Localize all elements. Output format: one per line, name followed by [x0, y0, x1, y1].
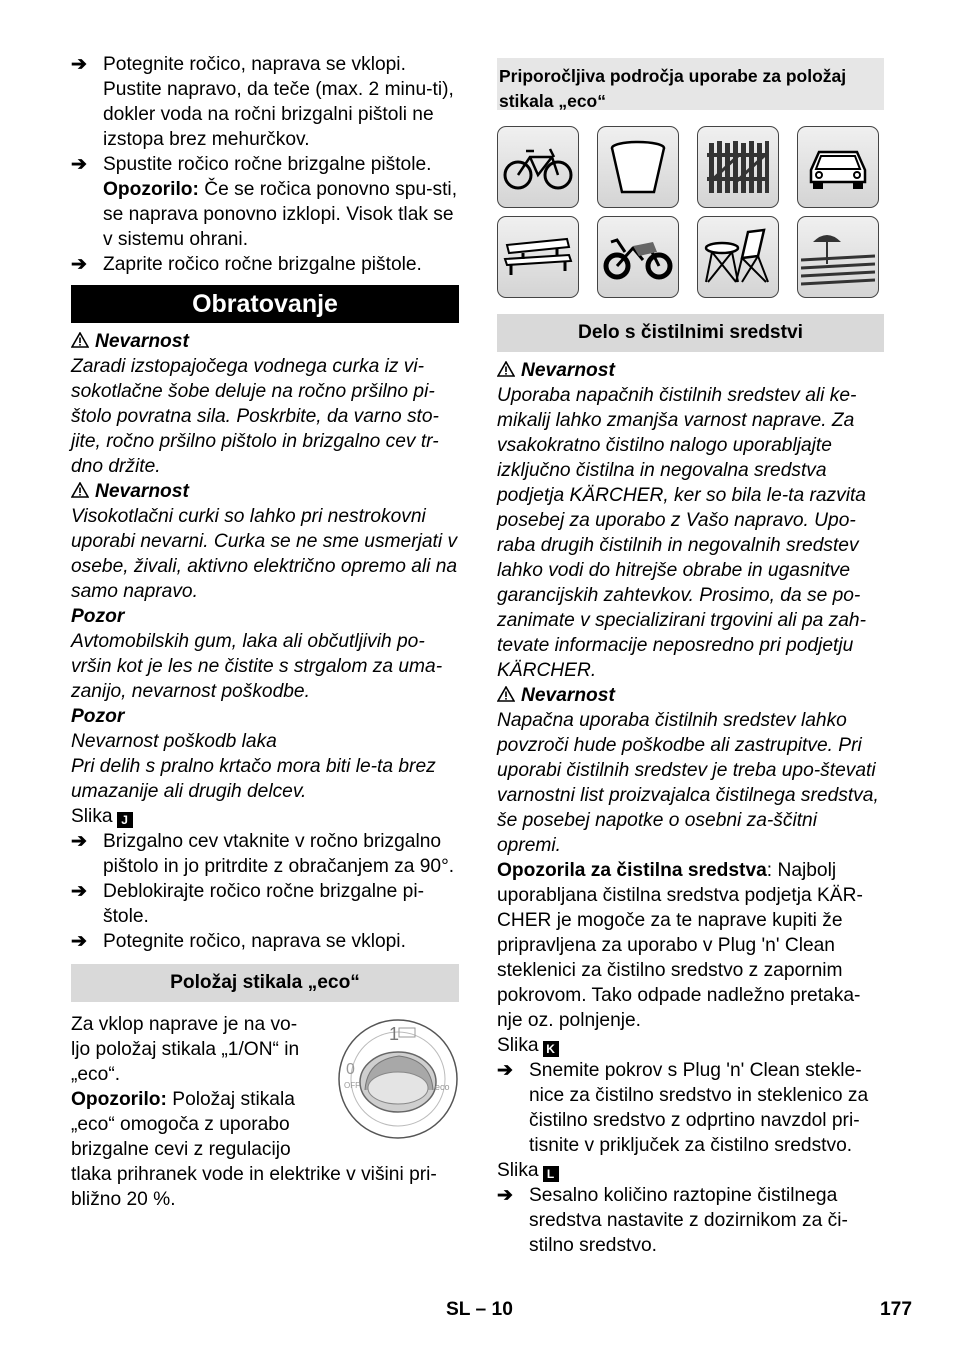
list-item [71, 929, 459, 954]
section-heading-eco: Položaj stikala „eco“ [71, 964, 459, 1002]
danger-text: Napačna uporaba čistilnih sredstev lahko povzroči hude poškodbe ali zastrupitve. Pri uporabi čistilnih sredstev je treba upo-števati varnostni list proizvajalca čistilnega sredstva, še posebej napotke o osebni za-ščitni opremi. [497, 710, 879, 856]
list-item [497, 1183, 884, 1258]
switch-dial-icon [337, 1018, 459, 1140]
caution-heading: Pozor [71, 606, 125, 627]
step-text: Deblokirajte ročico ročne brizgalne pi-štole. [103, 881, 425, 927]
danger-heading: Nevarnost [497, 358, 884, 383]
section-heading-operation: Obratovanje [71, 285, 459, 323]
arrow-icon: ➔ [71, 881, 87, 902]
step-text: Potegnite ročico, naprava se vklopi. Pustite napravo, da teče (max. 2 minu-ti), dokler voda na ročni brizgalni pištoli ne izstopa brez mehurčkov. [103, 54, 454, 150]
local-page-number: – 10 [475, 1299, 513, 1320]
note-label: Opozorila za čistilna sredstva [497, 860, 767, 881]
figure-reference: Slika J [71, 804, 459, 829]
step-text: Sesalno količino raztopine čistilnega sredstva nastavite z dozirnikom za či-stilno sredstvo. [529, 1185, 848, 1256]
flower-pot-icon [597, 126, 679, 208]
caution-text: Pri delih s pralno krtačo mora biti le-ta brez umazanije ali drugih delcev. [71, 756, 436, 802]
note-text-continued: tlaka prihranek vode in elektrike v višini pri-bližno 20 %. [71, 1164, 437, 1210]
danger-heading: Nevarnost [71, 479, 459, 504]
section-heading-areas: Priporočljiva področja uporabe za položaj stikala „eco“ [497, 58, 884, 110]
note-text: : Najbolj uporabljana čistilna sredstva podjetja KÄR-CHER je mogoče za te naprave kupiti že pripravljena za uporabo v Plug 'n' Clean steklenici za čistilno sredstvo z zapornim pokrovom. Tako odpade nadležno pretaka-nje oz. polnjenje. [497, 860, 863, 1031]
section-heading-detergents: Delo s čistilnimi sredstvi [497, 314, 884, 352]
danger-heading: Nevarnost [497, 683, 884, 708]
terrace-parasol-icon [797, 216, 879, 298]
arrow-icon: ➔ [71, 831, 87, 852]
figure-letter: J [117, 812, 133, 828]
warning-triangle-icon [497, 361, 515, 377]
arrow-icon: ➔ [497, 1060, 513, 1081]
step-text: Brizgalno cev vtaknite v ročno brizgalno pištolo in jo pritrdite z obračanjem za 90°. [103, 831, 455, 877]
arrow-icon: ➔ [71, 154, 87, 175]
left-column [71, 52, 459, 1212]
list-item [497, 1058, 884, 1158]
bicycle-icon [497, 126, 579, 208]
warning-triangle-icon [71, 332, 89, 348]
fence-icon [697, 126, 779, 208]
warning-triangle-icon [71, 482, 89, 498]
list-item [71, 152, 459, 252]
detergent-note [497, 858, 884, 1033]
note-label: Opozorilo: [71, 1089, 167, 1110]
usage-icon-grid [497, 126, 884, 298]
motorcycle-icon [597, 216, 679, 298]
warning-triangle-icon [497, 686, 515, 702]
arrow-icon: ➔ [497, 1185, 513, 1206]
right-column [497, 58, 884, 1258]
list-item [71, 829, 459, 879]
arrow-icon: ➔ [71, 254, 87, 275]
page-footer-local [446, 1297, 513, 1322]
car-icon [797, 126, 879, 208]
danger-text: Uporaba napačnih čistilnih sredstev ali ke-mikalij lahko zmanjša varnost naprave. Za vsakokratno čistilno nalogo uporabljajte izključno čistilna in negovalna sredstva podjetja KÄRCHER, ker so bila le-ta razvita posebej za uporabo z Vašo napravo. Upo-raba drugih čistilnih in negovalnih sredstev lahko vodi do hitrejše obrabe in ugasnitve garancijskih zahtevkov. Prosimo, da se po-zanimate v specializirani trgovini ali pa zah-tevate informacije neposredno pri podjetju KÄRCHER. [497, 385, 866, 681]
caution-heading: Pozor [71, 706, 125, 727]
svg-text:OFF: OFF [344, 1081, 360, 1090]
dial-on-label: 1 [389, 1024, 400, 1044]
figure-reference: Slika K [497, 1033, 884, 1058]
eco-description: Za vklop naprave je na vo-ljo položaj stikala „1/ON“ in „eco“. [71, 1014, 300, 1085]
figure-letter: L [543, 1166, 559, 1182]
arrow-icon: ➔ [71, 931, 87, 952]
figure-reference: Slika L [497, 1158, 884, 1183]
dial-off-label: 0 [346, 1061, 355, 1078]
list-item [71, 879, 459, 929]
danger-text: Zaradi izstopajočega vodnega curka iz vi-sokotlačne šobe deluje na ročno pršilno pi-štolo povratna sila. Poskrbite, da varno sto-jite, ročno pršilno pištolo in brizgalno cev tr-dno držite. [71, 356, 439, 477]
step-text: Potegnite ročico, naprava se vklopi. [103, 931, 406, 952]
step-text: Spustite ročico ročne brizgalne pištole. [103, 154, 432, 175]
page-number: 177 [880, 1299, 913, 1320]
eco-section [71, 1012, 459, 1212]
note-text: Če se ročica ponovno spu-sti, se naprava ponovno izklopi. Visok tlak se v sistemu ohrani. [103, 179, 458, 250]
step-text: Zaprite ročico ročne brizgalne pištole. [103, 254, 422, 275]
list-item [71, 252, 459, 277]
arrow-icon: ➔ [71, 54, 87, 75]
garden-furniture-icon [697, 216, 779, 298]
note-text: Položaj stikala „eco“ omogoča z uporabo brizgalne cevi z regulacijo [71, 1089, 295, 1160]
list-item [71, 52, 459, 152]
bench-icon [497, 216, 579, 298]
caution-text: Avtomobilskih gum, laka ali občutljivih po-vršin kot je les ne čistite s strgalom za uma-zanijo, nevarnost poškodbe. [71, 631, 443, 702]
step-text: Snemite pokrov s Plug 'n' Clean stekle-nice za čistilno sredstvo in steklenico za čistilno sredstvo z odprtino navzdol pri-tisnite v priključek za čistilno sredstvo. [529, 1060, 869, 1156]
note-label: Opozorilo: [103, 179, 199, 200]
figure-letter: K [543, 1041, 559, 1057]
language-code: SL [446, 1299, 471, 1320]
danger-heading: Nevarnost [71, 329, 459, 354]
dial-eco-label: eco [435, 1082, 450, 1092]
caution-text: Nevarnost poškodb laka [71, 731, 277, 752]
danger-text: Visokotlačni curki so lahko pri nestrokovni uporabi nevarni. Curka se ne sme usmerjati v osebe, živali, aktivno električno opremo ali na samo napravo. [71, 506, 458, 602]
